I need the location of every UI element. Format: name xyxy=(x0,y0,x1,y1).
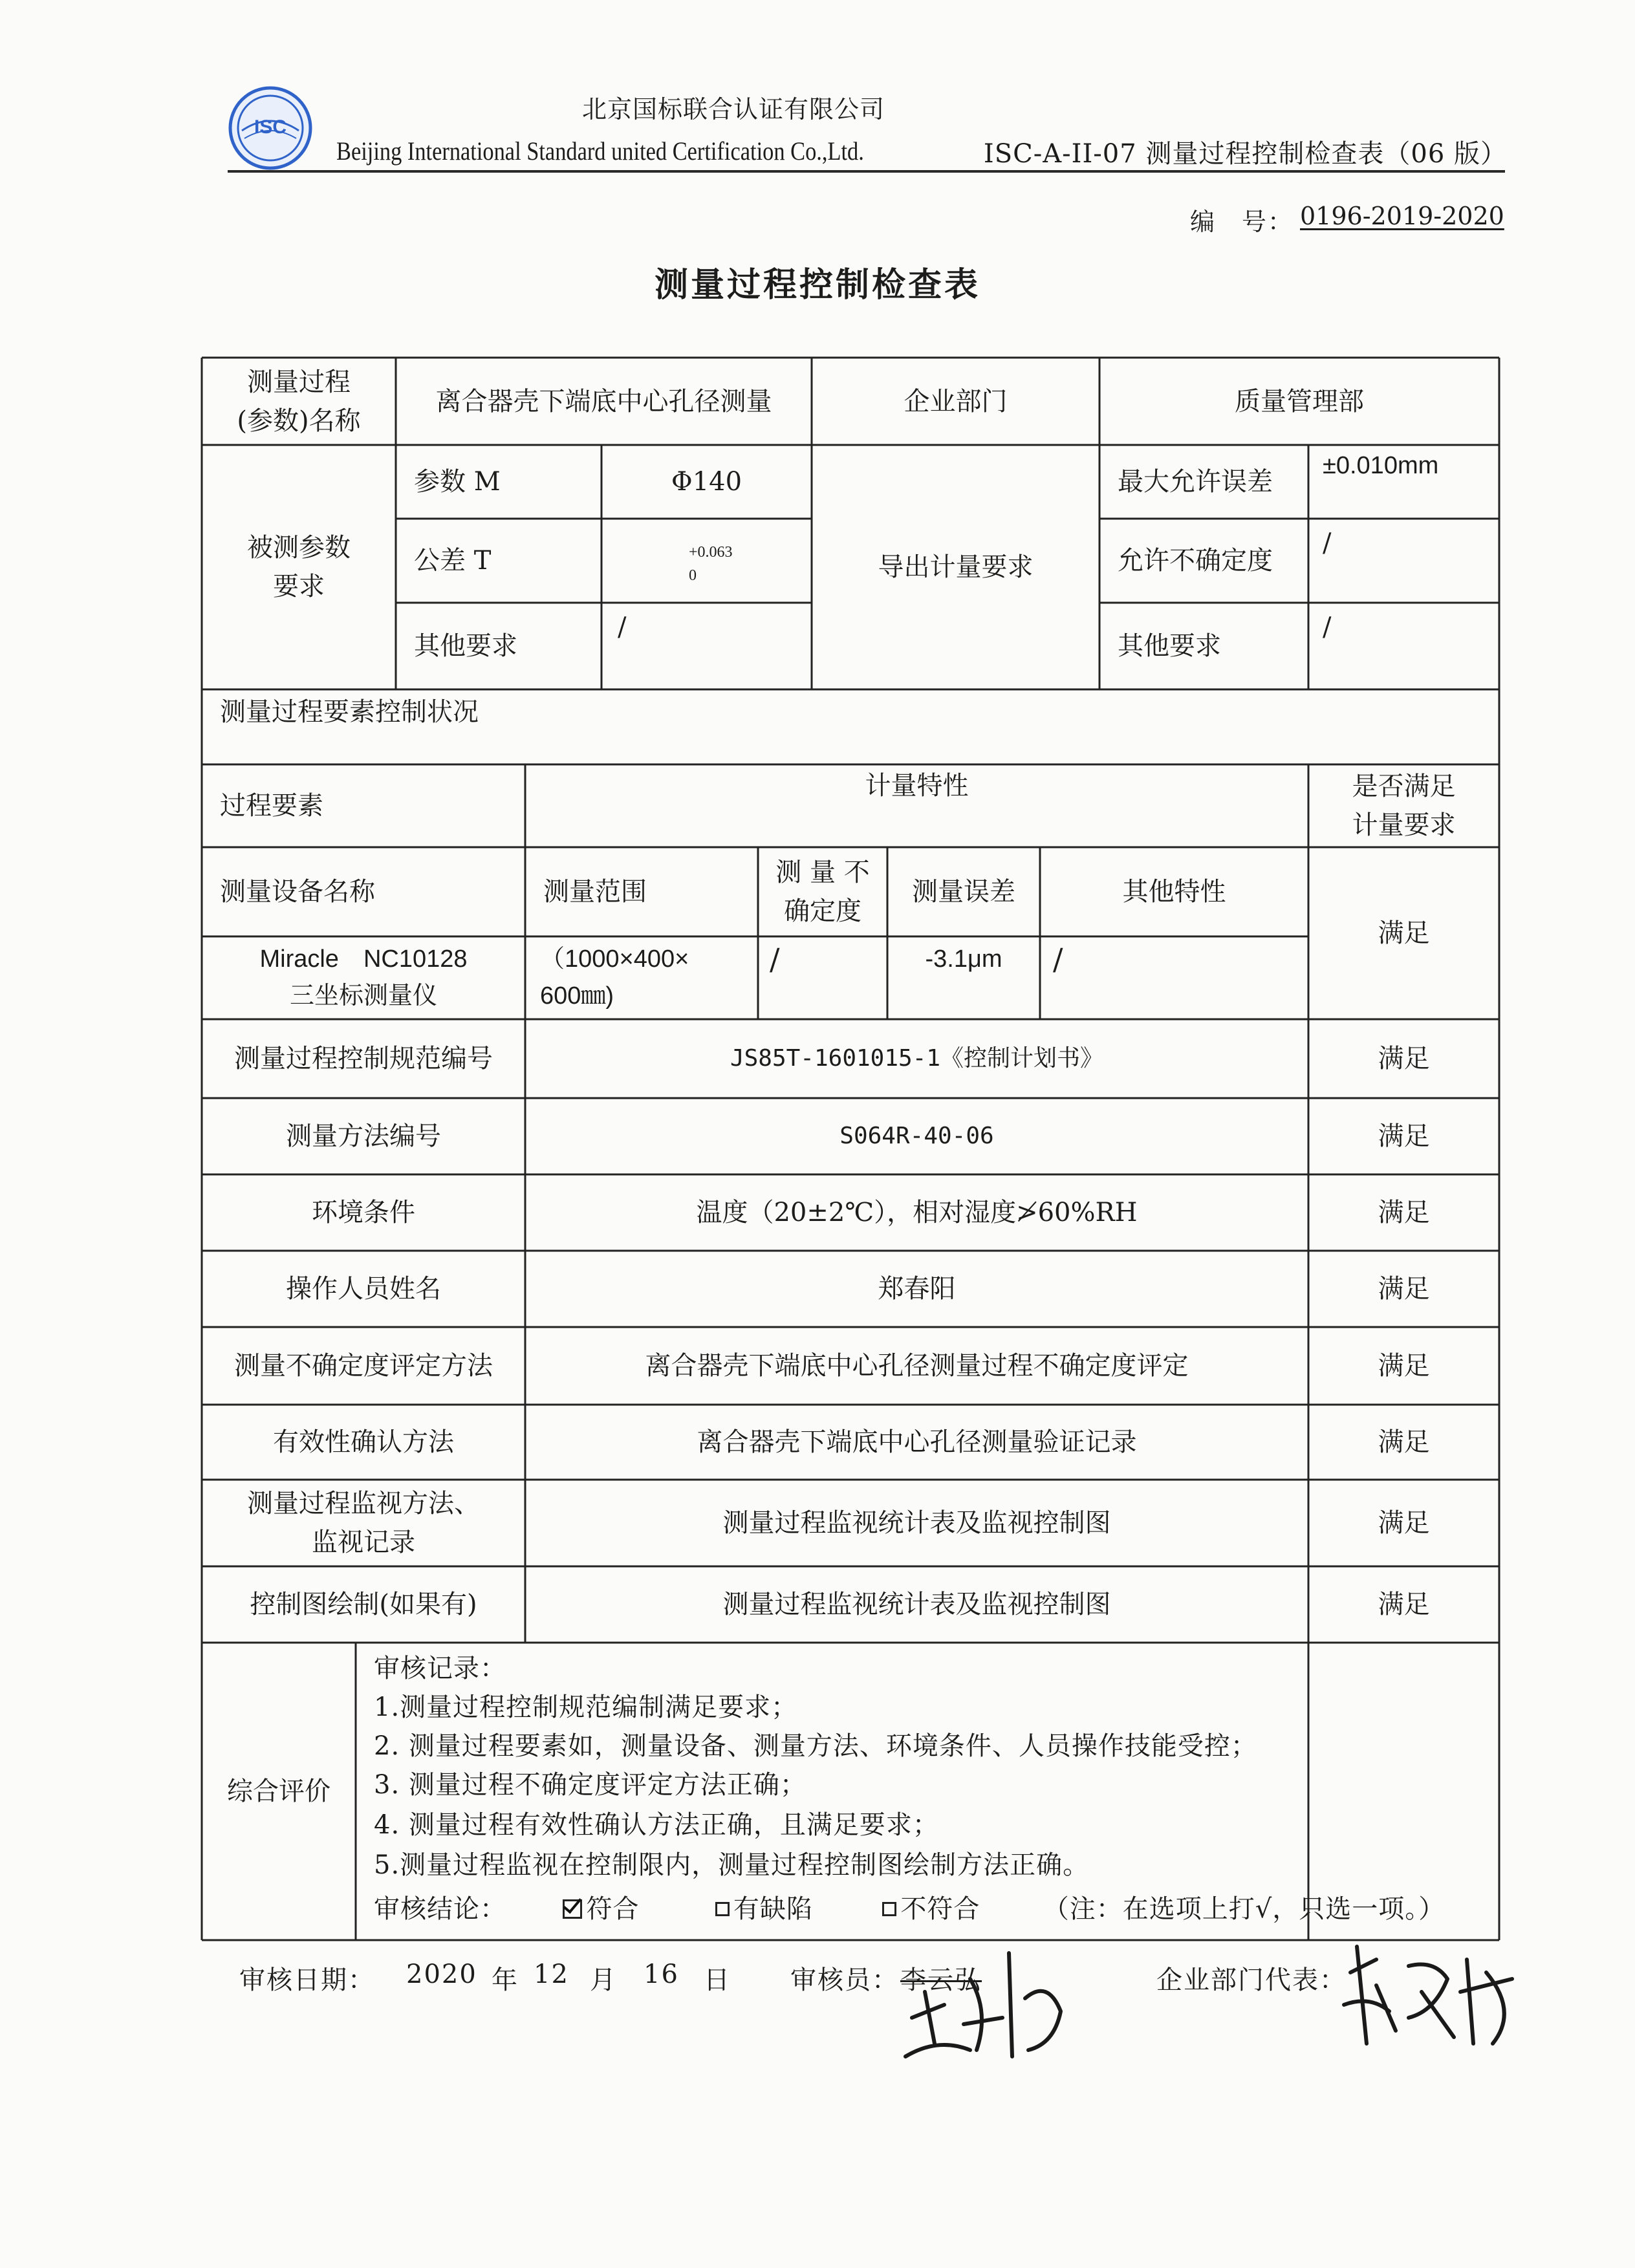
conform-checkbox[interactable] xyxy=(563,1899,582,1919)
audit-year-unit: 年 xyxy=(492,1965,519,1995)
other-char-col-label: 其他特性 xyxy=(1122,877,1226,907)
row-meet: 满足 xyxy=(1378,1508,1430,1538)
review-line-1: 1.测量过程控制规范编制满足要求； xyxy=(374,1692,798,1722)
company-name-en: Beijing International Standard united Certification Co.,Ltd. xyxy=(336,136,864,166)
evaluation-label: 综合评价 xyxy=(227,1777,330,1806)
mpe-value: ±0.010mm xyxy=(1323,451,1439,479)
tolerance-value xyxy=(689,538,786,590)
row-meet: 满足 xyxy=(1378,1121,1430,1151)
auditor-name: 李云弘 xyxy=(900,1965,982,1995)
meet-col-header: 是否满足 计量要求 xyxy=(1352,772,1456,840)
row-meet: 满足 xyxy=(1378,1351,1430,1381)
mpe-label: 最大允许误差 xyxy=(1118,467,1273,497)
error-col-label: 测量误差 xyxy=(912,877,1015,907)
row-label: 有效性确认方法 xyxy=(273,1427,454,1457)
doc-number: 0196-2019-2020 xyxy=(1300,202,1504,230)
other-req-value: / xyxy=(618,612,627,642)
row-meet: 满足 xyxy=(1378,1590,1430,1619)
dept-value: 质量管理部 xyxy=(1235,386,1364,416)
audit-year: 2020 xyxy=(406,1960,477,1989)
audit-day-unit: 日 xyxy=(704,1965,731,1995)
row-label: 操作人员姓名 xyxy=(286,1274,441,1304)
equipment-name: Miracle NC10128 三坐标测量仪 xyxy=(259,945,468,1010)
company-name-cn: 北京国标联合认证有限公司 xyxy=(582,95,885,124)
equipment-col-label: 测量设备名称 xyxy=(220,877,375,907)
equipment-meet: 满足 xyxy=(1378,918,1430,948)
conclusion-label: 审核结论： xyxy=(374,1894,506,1924)
row-label: 测量过程控制规范编号 xyxy=(234,1044,493,1074)
uncertainty-col-label: 测 量 不 确定度 xyxy=(775,858,870,926)
range-col-label: 测量范围 xyxy=(543,877,647,907)
header-divider xyxy=(228,170,1505,173)
metrology-col-header: 计量特性 xyxy=(865,771,969,801)
row-value: 测量过程监视统计表及监视控制图 xyxy=(722,1590,1111,1619)
audit-date-label: 审核日期： xyxy=(239,1965,375,1995)
row-value: 测量过程监视统计表及监视控制图 xyxy=(722,1508,1111,1538)
form-code: ISC-A-II-07 测量过程控制检查表（06 版） xyxy=(983,139,1507,169)
dept-rep-signature xyxy=(1337,1934,1532,2057)
review-conclusion xyxy=(374,1888,1445,1925)
other-req2-value: / xyxy=(1323,612,1332,642)
page-title: 测量过程控制检查表 xyxy=(654,265,980,305)
doc-number-label: 编 号： xyxy=(1190,208,1294,236)
auditor-label: 审核员： xyxy=(790,1965,899,1995)
row-value: 离合器壳下端底中心孔径测量验证记录 xyxy=(697,1427,1137,1457)
row-label: 测量不确定度评定方法 xyxy=(234,1351,493,1381)
other-req-label: 其他要求 xyxy=(414,631,517,661)
row-label: 控制图绘制(如果有) xyxy=(250,1590,477,1619)
row-value: 郑春阳 xyxy=(878,1274,956,1304)
logo-text: ISC xyxy=(254,116,287,138)
allowed-uncertainty-label: 允许不确定度 xyxy=(1118,546,1273,576)
row-meet: 满足 xyxy=(1378,1427,1430,1457)
review-line-3: 3. 测量过程不确定度评定方法正确； xyxy=(374,1770,807,1800)
row-value: 离合器壳下端底中心孔径测量过程不确定度评定 xyxy=(645,1351,1189,1381)
isc-logo xyxy=(228,85,313,171)
row-meet: 满足 xyxy=(1378,1274,1430,1304)
dept-rep-label: 企业部门代表： xyxy=(1156,1965,1347,1995)
review-record-title: 审核记录： xyxy=(374,1654,506,1683)
row-meet: 满足 xyxy=(1378,1198,1430,1227)
nonconform-checkbox[interactable] xyxy=(882,1902,896,1916)
derived-req-label: 导出计量要求 xyxy=(878,552,1034,582)
defect-checkbox[interactable] xyxy=(715,1902,730,1916)
selection-note: （注：在选项上打√，只选一项。） xyxy=(1043,1894,1446,1924)
control-status-label: 测量过程要素控制状况 xyxy=(220,697,479,727)
tolerance-lower: 0 xyxy=(689,567,697,584)
row-meet: 满足 xyxy=(1378,1044,1430,1074)
audit-month-unit: 月 xyxy=(590,1965,617,1995)
process-name-label: 测量过程 (参数)名称 xyxy=(237,367,361,436)
measurement-error: -3.1μm xyxy=(925,945,1002,973)
process-name: 离合器壳下端底中心孔径测量 xyxy=(435,386,772,416)
row-label: 测量方法编号 xyxy=(286,1121,441,1151)
nonconform-option: 不符合 xyxy=(900,1894,980,1924)
param-m-value: Φ140 xyxy=(671,467,742,497)
params-label: 被测参数 要求 xyxy=(247,533,351,601)
row-label: 测量过程监视方法、 监视记录 xyxy=(247,1489,480,1557)
measuring-range: （1000×400× 600㎜) xyxy=(540,945,689,1010)
param-m-label: 参数 M xyxy=(414,467,501,497)
review-line-5: 5.测量过程监视在控制限内，测量过程控制图绘制方法正确。 xyxy=(374,1850,1090,1880)
dept-label: 企业部门 xyxy=(904,386,1008,416)
row-label: 环境条件 xyxy=(312,1198,415,1227)
review-line-4: 4. 测量过程有效性确认方法正确，且满足要求； xyxy=(374,1810,939,1840)
equipment-other: / xyxy=(1053,941,1063,977)
row-value: JS85T-1601015-1《控制计划书》 xyxy=(730,1045,1104,1072)
row-value: S064R-40-06 xyxy=(839,1123,994,1149)
audit-month: 12 xyxy=(534,1960,569,1989)
equipment-uncertainty: / xyxy=(770,941,780,977)
audit-day: 16 xyxy=(644,1960,679,1989)
defect-option: 有缺陷 xyxy=(733,1894,813,1924)
element-col-header: 过程要素 xyxy=(220,791,323,821)
other-req2-label: 其他要求 xyxy=(1118,631,1221,661)
tolerance-upper: +0.063 xyxy=(689,544,733,561)
conform-option: 符合 xyxy=(586,1894,640,1924)
tolerance-label: 公差 T xyxy=(414,546,492,576)
auditor-signature xyxy=(899,1940,1093,2076)
review-line-2: 2. 测量过程要素如，测量设备、测量方法、环境条件、人员操作技能受控； xyxy=(374,1731,1257,1761)
allowed-uncertainty-value: / xyxy=(1323,528,1332,558)
row-value: 温度（20±2℃），相对湿度≯60%RH xyxy=(696,1198,1138,1227)
